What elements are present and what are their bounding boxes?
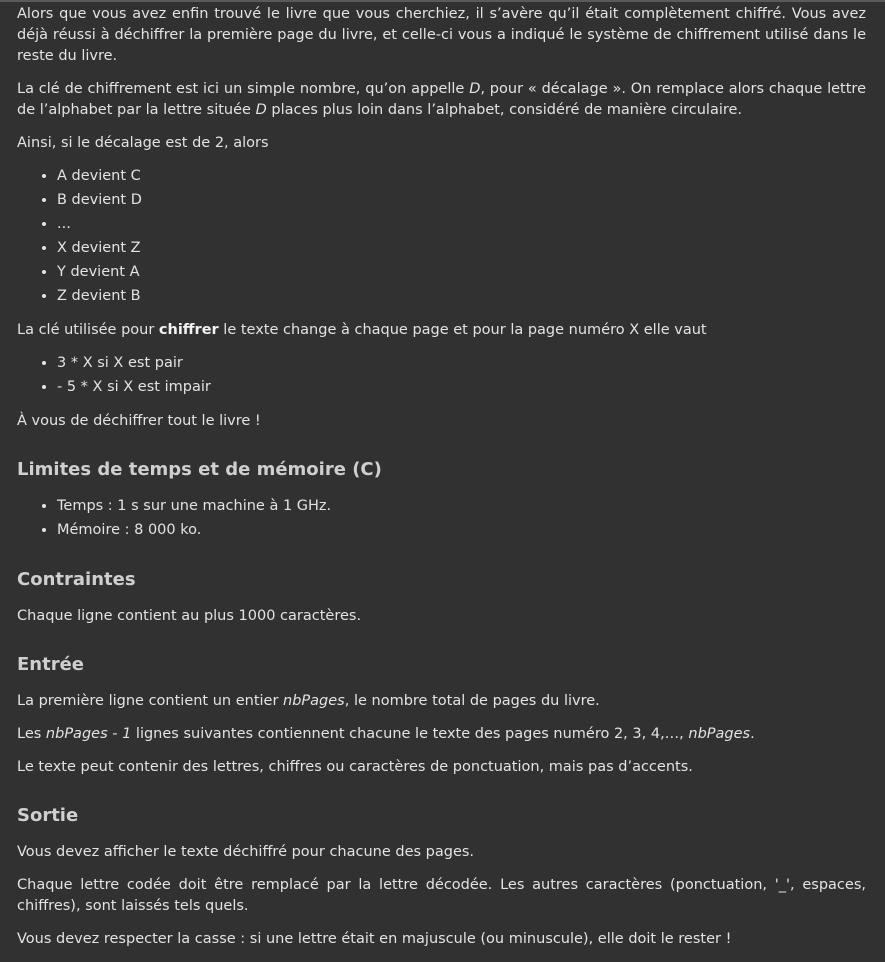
output-paragraph-1: Vous devez afficher le texte déchiffré pour chacune des pages. bbox=[17, 844, 475, 860]
output-paragraph-3: Vous devez respecter la casse : si une lettre était en majuscule (ou minuscule), elle doit le rester ! bbox=[17, 931, 732, 947]
list-item: • 3 * X si X est pair bbox=[57, 351, 866, 375]
input-paragraph-1: La première ligne contient un entier nbPages, le nombre total de pages du livre. bbox=[17, 693, 600, 709]
list-item: • ... bbox=[57, 212, 866, 236]
list-item: • A devient C bbox=[57, 164, 866, 188]
limits-heading: Limites de temps et de mémoire (C) bbox=[17, 459, 382, 480]
list-item: • Z devient B bbox=[57, 284, 866, 308]
list-item: • - 5 * X si X est impair bbox=[57, 375, 866, 399]
output-paragraph-2: Chaque lettre codée doit être remplacé par la lettre décodée. Les autres caractères (ponctuation, '_', espaces, chiffres), sont laissés tels quels. bbox=[17, 877, 866, 914]
problem-statement bbox=[17, 4, 866, 962]
intro-paragraph-5: À vous de déchiffrer tout le livre ! bbox=[17, 413, 261, 429]
intro-paragraph-4: La clé utilisée pour chiffrer le texte change à chaque page et pour la page numéro X elle vaut bbox=[17, 322, 707, 338]
list-item: • X devient Z bbox=[57, 236, 866, 260]
var-nbpages: nbPages bbox=[283, 693, 345, 709]
var-d: D bbox=[469, 81, 481, 97]
input-paragraph-3: Le texte peut contenir des lettres, chiffres ou caractères de ponctuation, mais pas d’accents. bbox=[17, 759, 693, 775]
constraints-heading: Contraintes bbox=[17, 569, 136, 590]
constraints-text: Chaque ligne contient au plus 1000 caractères. bbox=[17, 608, 362, 624]
limits-list bbox=[17, 494, 866, 542]
intro-paragraph-2: La clé de chiffrement est ici un simple nombre, qu’on appelle D, pour « décalage ». On remplace alors chaque lettre de l’alphabet par la lettre située D places plus loin dans l’alphabet, considéré de manière circulaire. bbox=[17, 81, 866, 118]
list-item: • Temps : 1 s sur une machine à 1 GHz. bbox=[57, 494, 866, 518]
list-item: • Mémoire : 8 000 ko. bbox=[57, 518, 866, 542]
var-nbpages: nbPages bbox=[688, 726, 751, 742]
intro-paragraph-1: Alors que vous avez enfin trouvé le livre que vous cherchiez, il s’avère qu’il était complètement chiffré. Vous avez déjà réussi à déchiffrer la première page du livre, et celle-ci vous a indiqué le système de chiffrement utilisé dans le reste du livre. bbox=[17, 6, 866, 64]
intro-paragraph-3: Ainsi, si le décalage est de 2, alors bbox=[17, 135, 269, 151]
key-rules-list bbox=[17, 351, 866, 399]
input-paragraph-2: Les nbPages - 1 lignes suivantes contiennent chacune le texte des pages numéro 2, 3, 4,…, nbPages. bbox=[17, 726, 755, 742]
list-item: • Y devient A bbox=[57, 260, 866, 284]
input-heading: Entrée bbox=[17, 654, 85, 675]
example-list bbox=[17, 164, 866, 308]
output-heading: Sortie bbox=[17, 805, 79, 826]
var-nbpages-minus-1: nbPages - 1 bbox=[45, 726, 132, 742]
keyword-chiffrer: chiffrer bbox=[158, 322, 219, 338]
top-divider bbox=[0, 0, 885, 2]
list-item: • B devient D bbox=[57, 188, 866, 212]
var-d: D bbox=[255, 102, 267, 118]
